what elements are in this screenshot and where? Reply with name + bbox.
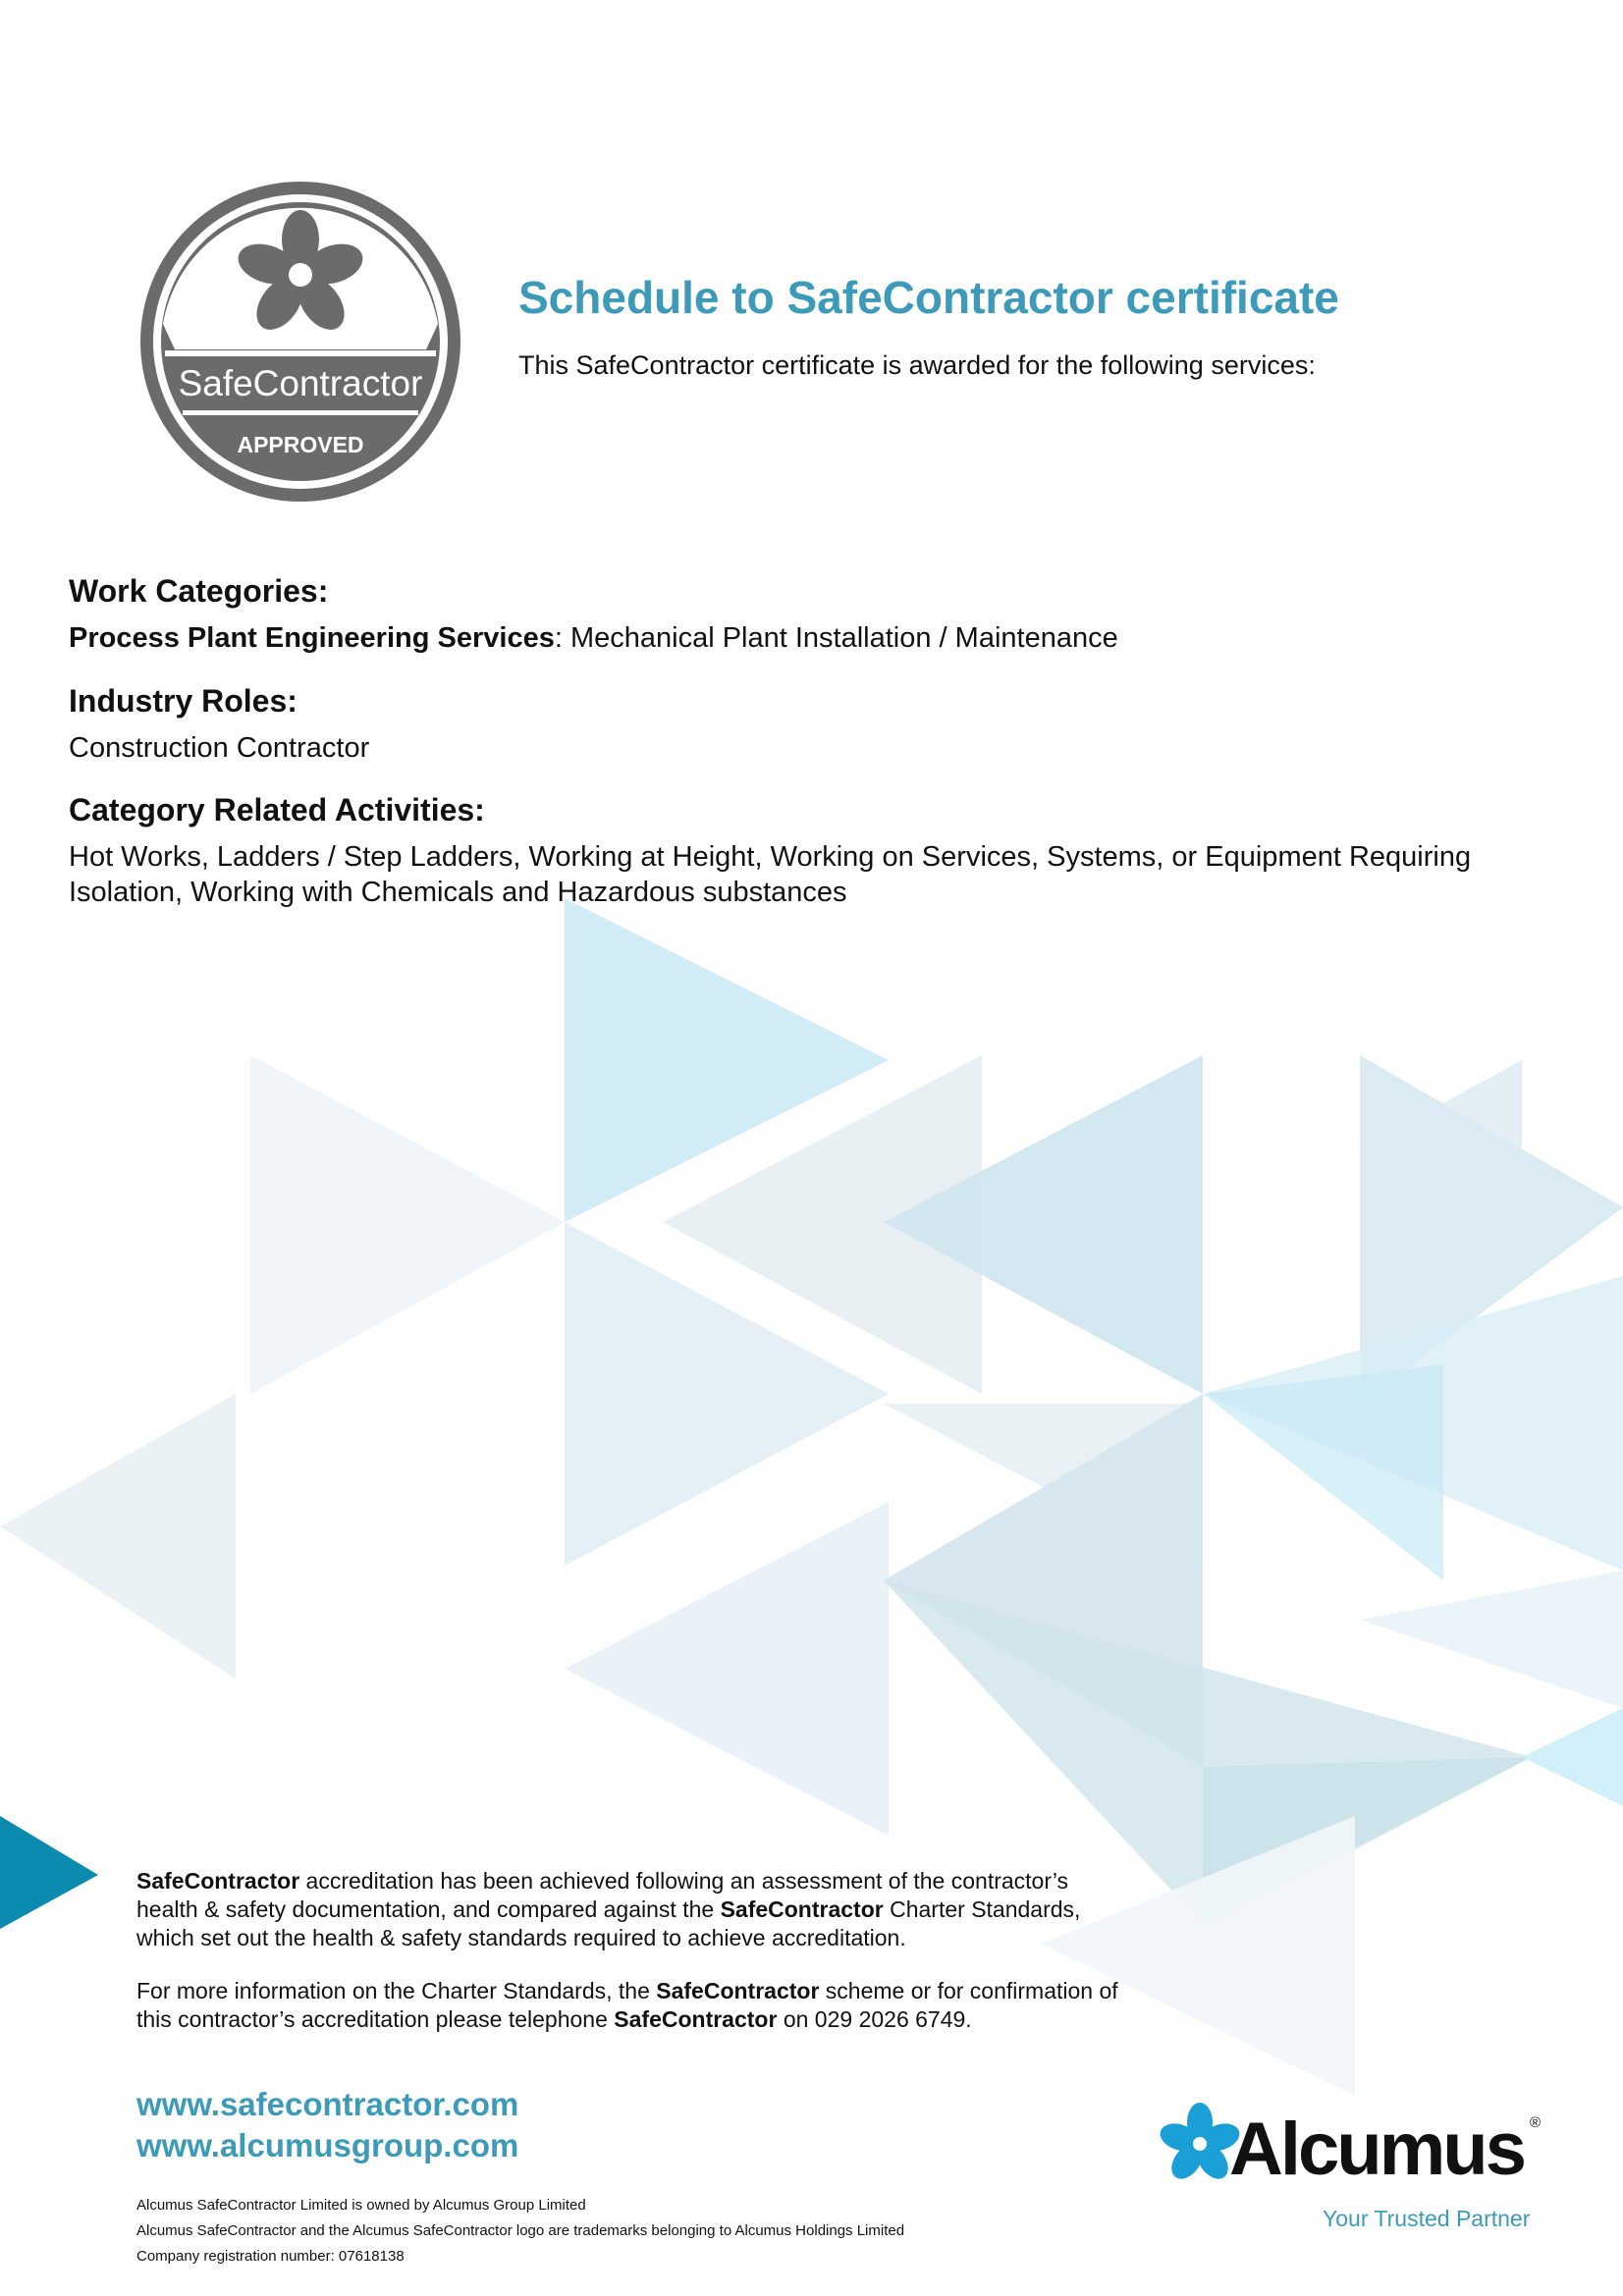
alcumus-wordmark: Alcumus: [1229, 2108, 1524, 2191]
legal-line-2: Alcumus SafeContractor and the Alcumus SafeContractor logo are trademarks belonging to Alcumus Holdings Limited: [136, 2222, 905, 2239]
activities-list: [69, 839, 1561, 910]
page-subtitle: This SafeContractor certificate is awarded for the following services:: [518, 350, 1316, 380]
industry-role-value: Construction Contractor: [69, 732, 370, 764]
activities-heading: Category Related Activities:: [69, 792, 485, 828]
registered-mark: ®: [1530, 2114, 1542, 2131]
seal-badge: APPROVED: [237, 432, 364, 457]
work-category-entry: [69, 620, 1118, 656]
accreditation-paragraph: SafeContractor accreditation has been achieved following an assessment of the contractor’s health & safety documentation, and compared against the SafeContractor Charter Standards, which set out the health & safety standards required to achieve accreditation.: [136, 1868, 1081, 1950]
alcumus-tagline: Your Trusted Partner: [1323, 2206, 1531, 2231]
work-category-name: Process Plant Engineering Services: [69, 622, 555, 654]
contact-paragraph: For more information on the Charter Standards, the SafeContractor scheme or for confirmation of this contractor’s accreditation please telephone SafeContractor on 029 2026 6749.: [136, 1978, 1118, 2032]
activities-line-2: Isolation, Working with Chemicals and Hazardous substances: [69, 877, 847, 908]
work-category-detail: Mechanical Plant Installation / Maintenance: [569, 622, 1118, 654]
alcumus-website-link[interactable]: www.alcumusgroup.com: [136, 2127, 519, 2163]
industry-roles-heading: Industry Roles:: [69, 683, 298, 719]
work-categories-heading: Work Categories:: [69, 573, 329, 609]
safecontractor-website-link[interactable]: www.safecontractor.com: [136, 2086, 519, 2122]
seal-name: SafeContractor: [178, 363, 423, 403]
safecontractor-approved-seal: [135, 177, 465, 507]
legal-line-1: Alcumus SafeContractor Limited is owned by Alcumus Group Limited: [136, 2197, 586, 2214]
activities-line-1: Hot Works, Ladders / Step Ladders, Working at Height, Working on Services, Systems, or Equipment Requiring: [69, 841, 1472, 873]
page-title: Schedule to SafeContractor certificate: [518, 272, 1339, 323]
legal-line-3: Company registration number: 07618138: [136, 2248, 405, 2265]
work-category-separator: :: [554, 622, 570, 654]
